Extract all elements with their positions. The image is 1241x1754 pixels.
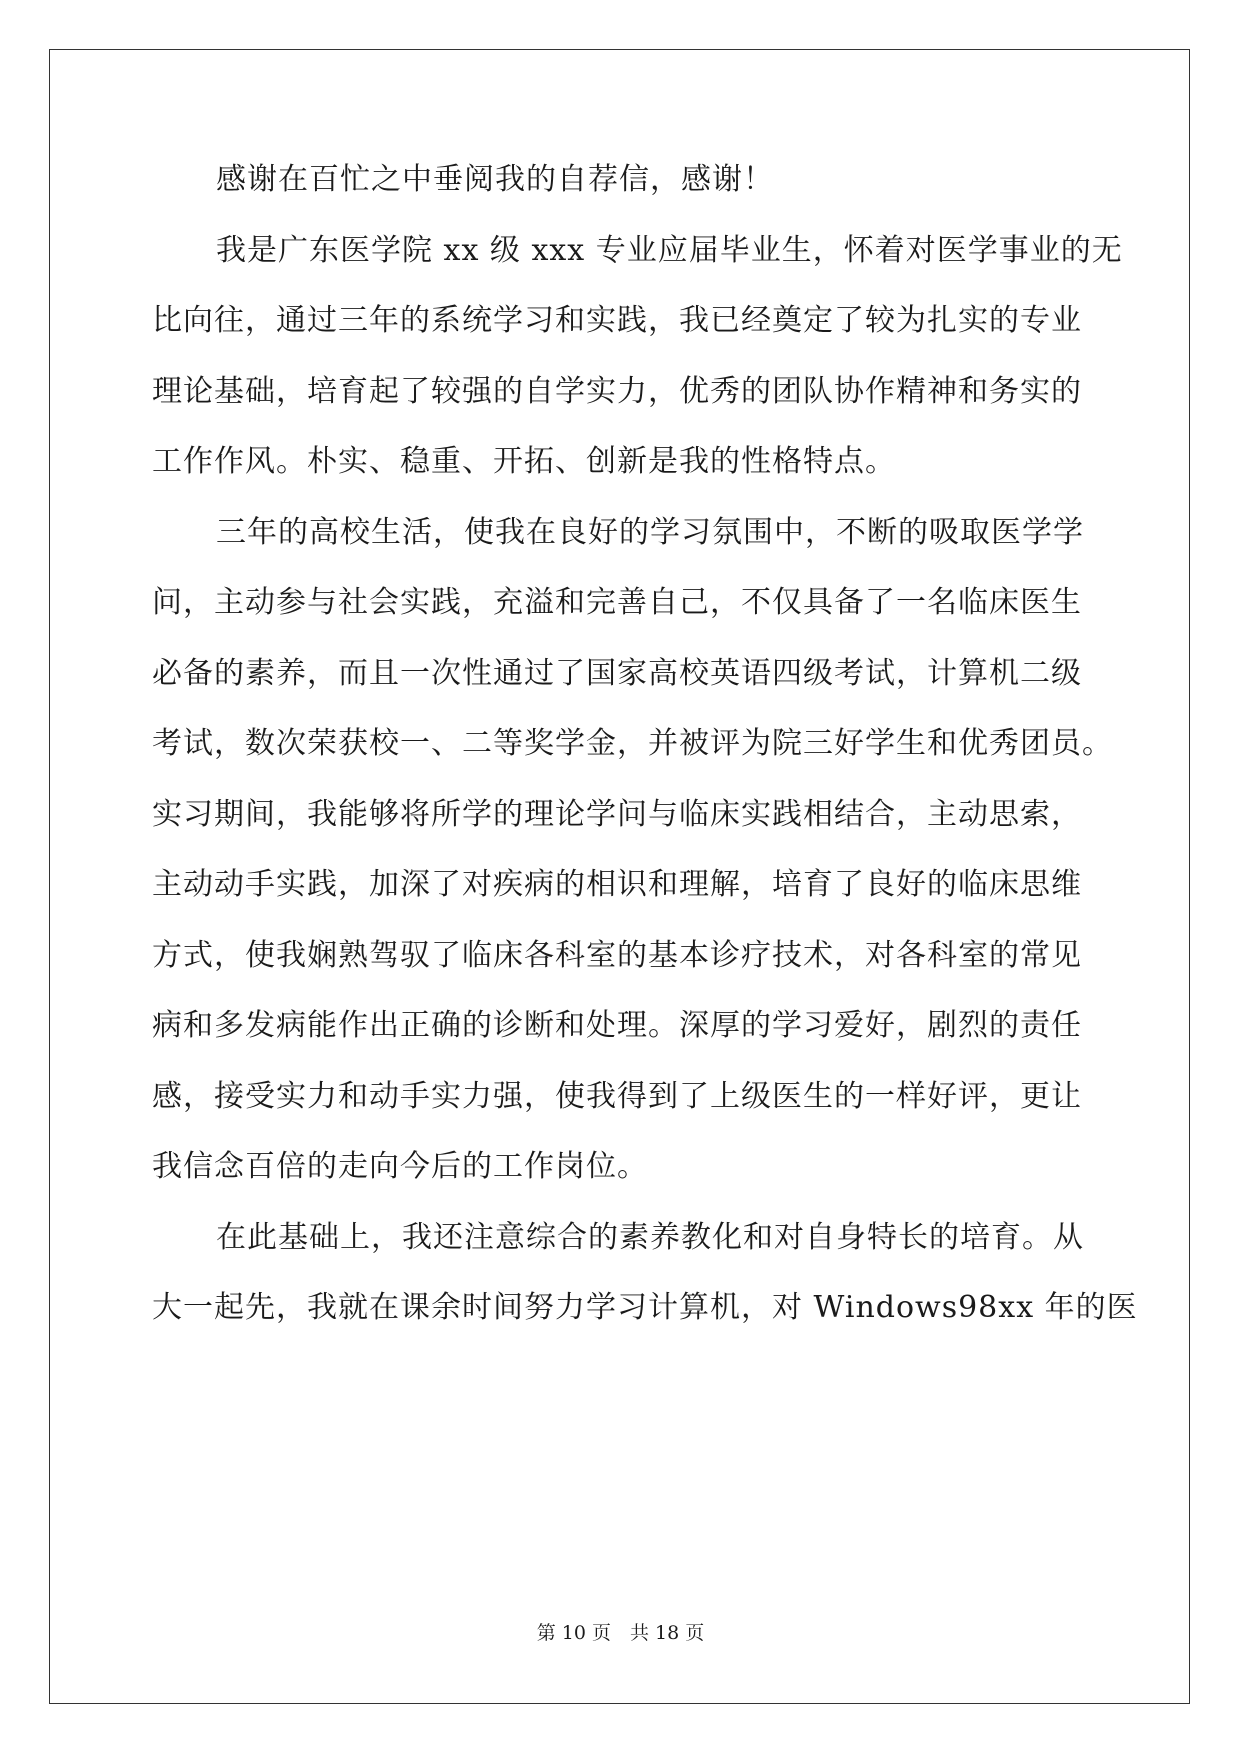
body-line: 主动动手实践，加深了对疾病的相识和理解，培育了良好的临床思维	[152, 867, 1082, 902]
page-number-footer: 第 10 页 共 18 页	[536, 1622, 705, 1644]
body-line: 必备的素养，而且一次性通过了国家高校英语四级考试，计算机二级	[152, 656, 1082, 691]
body-line: 工作作风。朴实、稳重、开拓、创新是我的性格特点。	[152, 444, 896, 479]
body-line: 大一起先，我就在课余时间努力学习计算机，对 Windows98xx 年的医	[152, 1290, 1138, 1325]
body-line: 考试，数次荣获校一、二等奖学金，并被评为院三好学生和优秀团员。	[152, 726, 1113, 761]
body-line: 方式，使我娴熟驾驭了临床各科室的基本诊疗技术，对各科室的常见	[152, 938, 1082, 973]
body-line: 感，接受实力和动手实力强，使我得到了上级医生的一样好评，更让	[152, 1079, 1082, 1114]
body-line: 三年的高校生活，使我在良好的学习氛围中，不断的吸取医学学	[216, 515, 1084, 550]
body-line: 我是广东医学院 xx 级 xxx 专业应届毕业生，怀着对医学事业的无	[216, 233, 1123, 268]
body-line: 病和多发病能作出正确的诊断和处理。深厚的学习爱好，剧烈的责任	[152, 1008, 1082, 1043]
body-line: 感谢在百忙之中垂阅我的自荐信，感谢！	[216, 162, 774, 197]
body-line: 比向往，通过三年的系统学习和实践，我已经奠定了较为扎实的专业	[152, 303, 1082, 338]
body-line: 实习期间，我能够将所学的理论学问与临床实践相结合，主动思索，	[152, 797, 1082, 832]
body-line: 问，主动参与社会实践，充溢和完善自己，不仅具备了一名临床医生	[152, 585, 1082, 620]
body-line: 在此基础上，我还注意综合的素养教化和对自身特长的培育。从	[216, 1220, 1084, 1255]
body-line: 我信念百倍的走向今后的工作岗位。	[152, 1149, 648, 1184]
body-line: 理论基础，培育起了较强的自学实力，优秀的团队协作精神和务实的	[152, 374, 1082, 409]
